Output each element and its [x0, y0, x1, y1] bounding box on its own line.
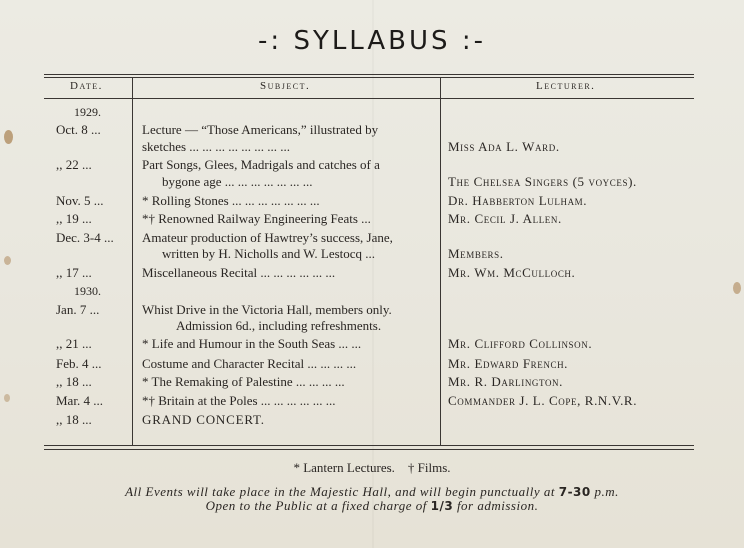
- event-lecturer: Dr. Habberton Lulham.: [448, 193, 588, 208]
- event-lecturer: The Chelsea Singers (5 voyces).: [448, 174, 637, 189]
- event-subject: written by H. Nicholls and W. Lestocq ...: [162, 246, 376, 261]
- event-date: Jan. 7 ...: [56, 302, 100, 317]
- event-date: ,, 21 ...: [56, 336, 92, 351]
- event-subject: bygone age ... ... ... ... ... ... ...: [162, 174, 313, 189]
- event-date: Mar. 4 ...: [56, 393, 103, 408]
- header-rule: [44, 98, 694, 99]
- event-date: Dec. 3-4 ...: [56, 230, 114, 245]
- admission-price: 1/3: [430, 499, 454, 513]
- header-lecturer: Lecturer.: [536, 80, 596, 92]
- footer-text: All Events will take place in the Majestic Hall, and will begin punctually at: [125, 484, 555, 499]
- event-subject: * Rolling Stones ... ... ... ... ... ... ...: [142, 193, 320, 208]
- footer-text: for admission.: [456, 498, 539, 513]
- event-lecturer: Mr. Clifford Collinson.: [448, 336, 593, 351]
- stain-mark: [4, 394, 10, 402]
- top-rule: [44, 74, 694, 75]
- header-subject: Subject.: [260, 80, 311, 92]
- bottom-rule: [44, 445, 694, 446]
- footer-line-2: [0, 498, 744, 514]
- event-lecturer: Miss Ada L. Ward.: [448, 139, 560, 154]
- event-subject: * The Remaking of Palestine ... ... ... ...: [142, 374, 345, 389]
- footer-text: Open to the Public at a fixed charge of: [205, 498, 427, 513]
- event-lecturer: Commander J. L. Cope, R.N.V.R.: [448, 393, 638, 408]
- event-lecturer: Mr. R. Darlington.: [448, 374, 564, 389]
- legend-note: * Lantern Lectures. † Films.: [293, 460, 451, 475]
- year-label: 1930.: [74, 284, 101, 298]
- stain-mark: [4, 130, 13, 144]
- event-subject: * Life and Humour in the South Seas ... ...: [142, 336, 362, 351]
- event-lecturer: Mr. Wm. McCulloch.: [448, 265, 576, 280]
- event-lecturer: Members.: [448, 246, 504, 261]
- event-subject: sketches ... ... ... ... ... ... ... ...: [142, 139, 291, 154]
- page-title: -: SYLLABUS :-: [258, 26, 486, 56]
- top-rule: [44, 77, 694, 78]
- column-divider: [132, 77, 133, 445]
- bottom-rule: [44, 449, 694, 450]
- event-lecturer: Mr. Cecil J. Allen.: [448, 211, 562, 226]
- year-label: 1929.: [74, 105, 101, 119]
- event-subject: GRAND CONCERT.: [142, 412, 265, 427]
- event-date: ,, 22 ...: [56, 157, 92, 172]
- event-subject: Costume and Character Recital ... ... ... ...: [142, 356, 357, 371]
- footer-text: p.m.: [594, 484, 619, 499]
- stain-mark: [4, 256, 11, 265]
- event-date: ,, 19 ...: [56, 211, 92, 226]
- event-date: ,, 18 ...: [56, 374, 92, 389]
- header-date: Date.: [70, 80, 103, 92]
- event-date: Feb. 4 ...: [56, 356, 102, 371]
- event-subject: Amateur production of Hawtrey’s success, Jane,: [142, 230, 393, 245]
- event-subject: Part Songs, Glees, Madrigals and catches of a: [142, 157, 380, 172]
- event-date: Oct. 8 ...: [56, 122, 101, 137]
- event-subject: *† Britain at the Poles ... ... ... ... ... ...: [142, 393, 336, 408]
- event-subject: *† Renowned Railway Engineering Feats ...: [142, 211, 371, 226]
- event-date: Nov. 5 ...: [56, 193, 104, 208]
- event-lecturer: Mr. Edward French.: [448, 356, 569, 371]
- event-date: ,, 17 ...: [56, 265, 92, 280]
- event-subject: Lecture — “Those Americans,” illustrated by: [142, 122, 379, 137]
- event-subject: Admission 6d., including refreshments.: [176, 318, 382, 333]
- event-date: ,, 18 ...: [56, 412, 92, 427]
- event-subject: Miscellaneous Recital ... ... ... ... ... ...: [142, 265, 336, 280]
- event-subject: Whist Drive in the Victoria Hall, members only.: [142, 302, 392, 317]
- event-time: 7-30: [558, 485, 591, 499]
- stain-mark: [733, 282, 741, 294]
